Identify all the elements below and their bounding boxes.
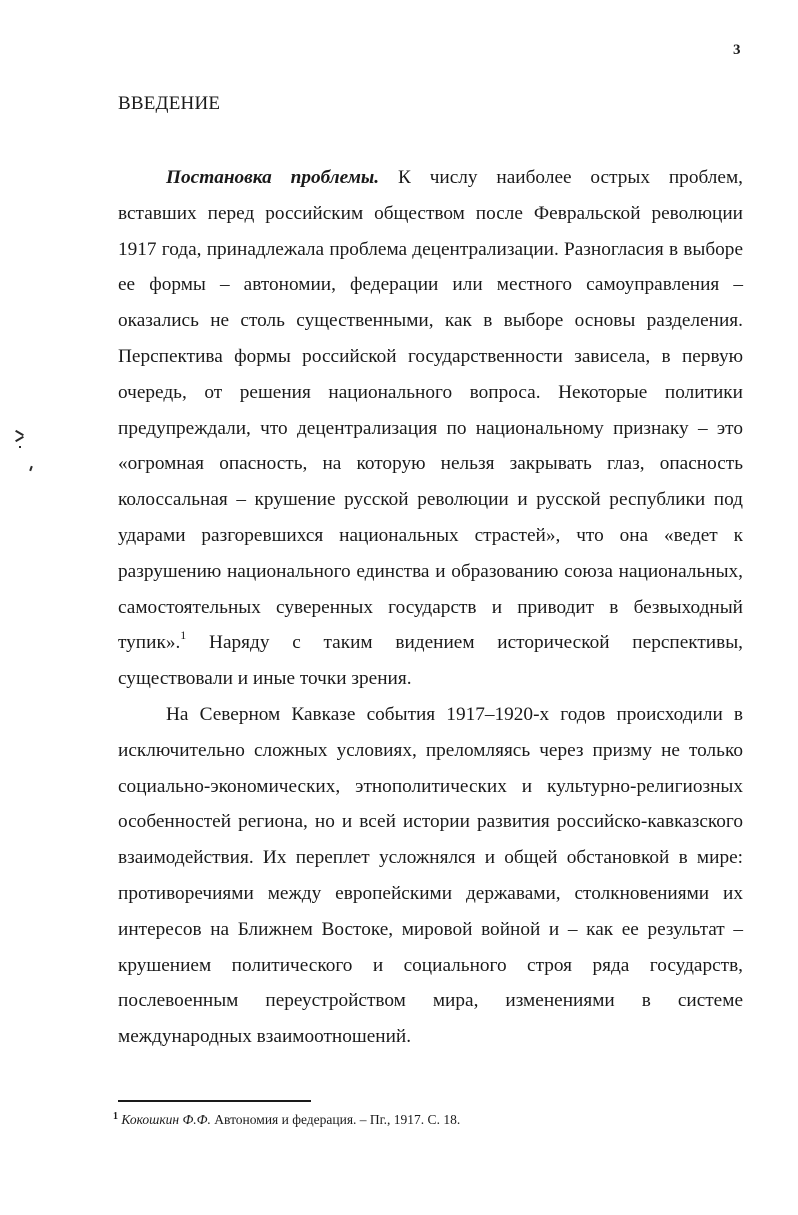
paragraph-north-caucasus [118, 697, 743, 1055]
text-line: Перспектива формы российской государственности зависела, в первую [118, 345, 743, 367]
text-fragment: К числу наиболее острых проблем, [398, 167, 743, 188]
text-line [118, 625, 743, 661]
footnote [113, 1111, 460, 1128]
footnote-text: Автономия и федерация. – Пг., 1917. С. 18. [214, 1112, 461, 1127]
text-line: самостоятельных суверенных государств и приводит в безвыходный [118, 596, 743, 618]
page-number: 3 [733, 42, 741, 58]
lead-in-phrase: Постановка проблемы. [166, 167, 380, 188]
text-line: оказались не столь существенными, как в выборе основы разделения. [118, 310, 743, 332]
footnote-divider [118, 1100, 311, 1102]
scan-artifact [15, 436, 24, 442]
text-line: особенностей региона, но и всей истории развития российско-кавказского [118, 811, 743, 833]
text-line: интересов на Ближнем Востоке, мировой войной и – как ее результат – [118, 918, 743, 940]
text-fragment: тупик». [118, 632, 181, 654]
section-heading: ВВЕДЕНИЕ [118, 93, 221, 114]
scan-artifact [19, 446, 21, 448]
text-line: вставших перед российским обществом после Февральской революции [118, 202, 743, 224]
text-line: предупреждали, что децентрализация по национальному признаку – это [118, 417, 743, 439]
text-line: послевоенным переустройством мира, изменениями в системе [118, 990, 743, 1012]
footnote-mark: 1 [113, 1111, 118, 1122]
text-line: социально-экономических, этнополитических и культурно-религиозных [118, 775, 743, 797]
text-line: ее формы – автономии, федерации или местного самоуправления – [118, 274, 743, 296]
text-line: колоссальная – крушение русской революции и русской республики под [118, 489, 743, 511]
text-line: ударами разгоревшихся национальных страстей», что она «ведет к [118, 524, 743, 546]
text-line: исключительно сложных условиях, преломляясь через призму не только [118, 739, 743, 761]
text-line [118, 160, 743, 196]
text-line: противоречиями между европейскими державами, столкновениями их [118, 882, 743, 904]
footnote-author: Кокошкин Ф.Ф. [121, 1112, 211, 1127]
text-line: разрушению национального единства и образованию союза национальных, [118, 560, 743, 582]
text-line: существовали и иные точки зрения. [118, 668, 412, 690]
scan-artifact [29, 466, 33, 471]
text-line: очередь, от решения национального вопроса. Некоторые политики [118, 381, 743, 403]
text-line: 1917 года, принадлежала проблема децентрализации. Разногласия в выборе [118, 238, 743, 260]
text-line: крушением политического и социального строя ряда государств, [118, 954, 743, 976]
text-line: На Северном Кавказе события 1917–1920-х годов происходили в [166, 704, 743, 725]
text-fragment: Наряду с таким видением исторической перспективы, [209, 632, 743, 654]
text-line: взаимодействия. Их переплет усложнялся и общей обстановкой в мире: [118, 847, 743, 869]
footnote-reference[interactable]: 1 [180, 628, 187, 643]
paragraph-problem-statement [118, 160, 743, 697]
text-line: международных взаимоотношений. [118, 1026, 412, 1048]
text-line: «огромная опасность, на которую нельзя закрывать глаз, опасность [118, 453, 743, 475]
